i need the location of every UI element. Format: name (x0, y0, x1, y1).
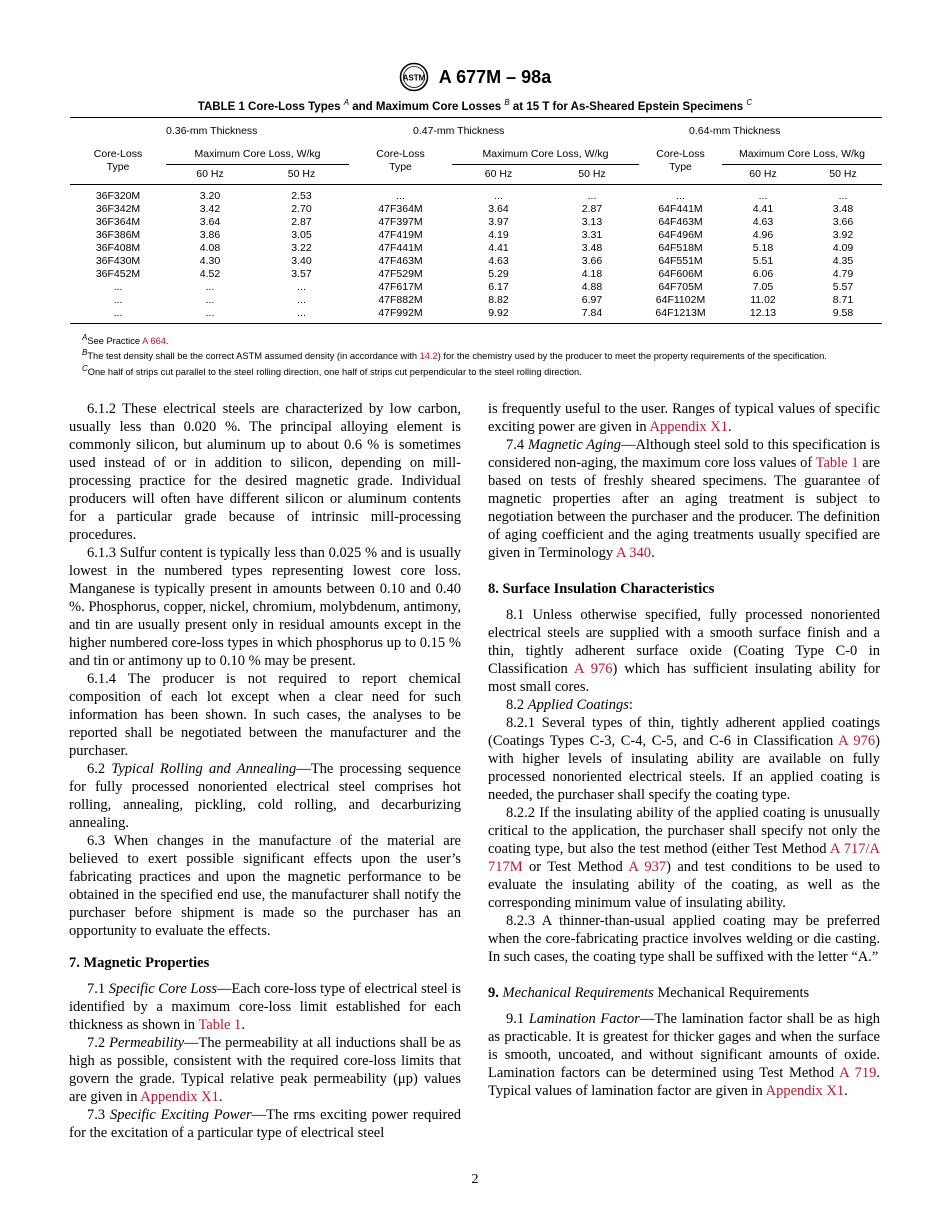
link-table-1[interactable]: Table 1 (815, 455, 859, 471)
link-section-14-2[interactable]: 14.2 (419, 351, 438, 362)
para-text: ) with higher levels of insulating ability are available on fully processed nonoriented electrical steels. If an applied coating is needed, the purchaser shall specify the coating type. (488, 733, 881, 803)
table-cell: ... (113, 281, 123, 293)
paragraph-7-3-continued (488, 400, 880, 436)
table-cell: 8.71 (832, 294, 854, 306)
link-a664[interactable]: A 664 (142, 336, 166, 347)
table-cell: 4.41 (752, 203, 774, 215)
paragraph-7-1 (69, 980, 461, 1034)
table-cell: 12.13 (722, 307, 804, 324)
table-cell: ... (254, 307, 349, 324)
para-text: —The processing sequence for fully processed nonoriented electrical steel comprises hot rolling, annealing, pickling, cold rolling, and decarburizing annealing. (69, 761, 461, 831)
paragraph-7-2 (69, 1034, 461, 1106)
table-cell: 47F992M (349, 307, 452, 324)
table-cell: 36F430M (95, 255, 141, 267)
para-title: Specific Exciting Power (109, 1107, 252, 1123)
table-cell: 47F441M (378, 242, 423, 254)
table-cell: ... (587, 190, 597, 202)
para-text: . (651, 545, 655, 561)
paragraph-8-2 (488, 696, 880, 714)
section-number: 9. (488, 985, 503, 1001)
table-row (70, 216, 882, 229)
table-row (70, 255, 882, 268)
table-cell: 3.48 (581, 242, 603, 254)
paragraph-6-1-3: 6.1.3 Sulfur content is typically less than 0.025 % and is usually lowest in the numbered types representing lowest core loss. Manganese is typically present in amounts between 0.10 and 0.40 %. Phosphorus, copper, nickel, chromium, molybdenum, antimony, and tin are usually present only in residual amounts except in the higher numbered core-loss types in which phosphorus up to 0.15 % and tin or antimony up to 0.10 % may be present. (69, 545, 461, 669)
para-title: Lamination Factor (528, 1011, 640, 1027)
footnote-ref-a: A (343, 98, 350, 107)
table-cell: 47F529M (378, 268, 423, 280)
footnote-text: The test density shall be the correct ASTM assumed density (in accordance with (87, 351, 420, 362)
link-appendix-x1[interactable]: Appendix X1 (765, 1083, 845, 1099)
para-number: 7.2 (87, 1035, 110, 1051)
table-cell: 11.02 (750, 294, 776, 306)
table-cell: 9.92 (452, 307, 545, 324)
table-cell: 4.35 (832, 255, 854, 267)
table-title-text: and Maximum Core Losses (349, 100, 502, 113)
table-cell: ... (396, 190, 405, 202)
table-cell: 3.64 (199, 216, 221, 228)
table-cell: ... (838, 190, 848, 202)
para-text: . (218, 1089, 223, 1105)
para-title: Magnetic Aging (527, 437, 621, 453)
max-loss-header: Maximum Core Loss, W/kg (722, 144, 882, 165)
link-a717[interactable]: A 717/A 717M (488, 841, 881, 875)
footnote-ref-c: C (746, 98, 753, 107)
table-cell: ... (205, 294, 215, 306)
table-cell: 7.05 (752, 281, 774, 293)
type-header (639, 144, 722, 185)
page-header (0, 62, 950, 92)
core-loss-table (70, 117, 882, 324)
para-text: are based on tests of freshly sheared specimens. The guarantee of magnetic properties after an aging treatment is subject to negotiation between the purchaser and the producer. The definition of aging coefficient and the aging treatments usually specified are given in Terminology (488, 455, 880, 561)
table-cell: 5.18 (752, 242, 774, 254)
table-cell: ... (758, 190, 768, 202)
table-row (70, 294, 882, 307)
para-text: or Test Method (522, 859, 629, 875)
table-cell: 47F463M (378, 255, 423, 267)
para-text: —Although steel sold to this specification is considered non-aging, the maximum core loss values of (488, 437, 880, 471)
link-table-1[interactable]: Table 1 (198, 1017, 242, 1033)
footnote-mark: C (82, 363, 88, 373)
table-cell: 47F882M (378, 294, 423, 306)
freq-50-header: 50 Hz (578, 168, 606, 180)
para-text: —The permeability at all inductions shall be as high as possible, consistent with the required core-loss limits that govern the grade. Typical relative peak permeability (μp) values are given in (69, 1035, 461, 1105)
para-text: . (241, 1017, 245, 1033)
para-text: is frequently useful to the user. Ranges of typical values of specific exciting power are given in (488, 401, 880, 435)
para-number: 7.4 (506, 437, 528, 453)
table-cell: 3.86 (199, 229, 221, 241)
para-number: 7.3 (87, 1107, 110, 1123)
table-cell: 64F551M (658, 255, 703, 267)
page-number: 2 (471, 1172, 479, 1187)
footnote-text: . (165, 336, 169, 347)
type-header-line2: Type (389, 161, 412, 173)
table-cell: 3.66 (581, 255, 603, 267)
footnote-a (70, 332, 882, 347)
para-number: 8.2 (506, 697, 528, 713)
table-cell: 3.31 (581, 229, 603, 241)
table-cell: ... (297, 294, 306, 306)
table-cell: 64F496M (658, 229, 703, 241)
table-cell: 4.88 (581, 281, 603, 293)
para-number: 6.2 (87, 761, 112, 777)
table-row (70, 185, 882, 204)
table-cell: 3.13 (581, 216, 603, 228)
footnote-text: ) for the chemistry used by the producer to meet the property requirements of the specification. (437, 351, 827, 362)
section-9-heading (488, 984, 880, 1002)
type-header-line1: Core-Loss (656, 148, 705, 160)
freq-60-header: 60 Hz (484, 168, 513, 180)
paragraph-7-3 (69, 1106, 461, 1142)
table-cell: 6.97 (581, 294, 603, 306)
table-cell: 64F518M (658, 242, 703, 254)
section-7-heading: 7. Magnetic Properties (69, 955, 210, 971)
para-text: 8.2.1 Several types of thin, tightly adherent applied coatings (Coatings Types C-3, C-4, C-5, and C-6 in Classification (488, 715, 880, 749)
type-header (70, 144, 166, 185)
link-appendix-x1[interactable]: Appendix X1 (649, 419, 729, 435)
para-title: Permeability (109, 1035, 185, 1051)
table-cell: ... (166, 307, 254, 324)
table-cell: 3.40 (291, 255, 312, 267)
table-cell: 47F397M (378, 216, 423, 228)
freq-60-header: 60 Hz (749, 168, 777, 180)
table-cell: 47F419M (378, 229, 423, 241)
type-header-line2: Type (669, 161, 692, 173)
table-cell: 64F441M (658, 203, 703, 215)
right-column (488, 400, 880, 1100)
para-text: . (844, 1083, 848, 1099)
table-cell: 3.92 (832, 229, 854, 241)
freq-50-header: 50 Hz (829, 168, 857, 180)
type-header-line2: Type (106, 161, 130, 173)
type-header-line1: Core-Loss (376, 148, 425, 160)
table-cell: 9.58 (804, 307, 882, 324)
table-cell: 64F606M (658, 268, 703, 280)
table-row (70, 242, 882, 255)
link-a976[interactable]: A 976 (838, 733, 876, 749)
para-text: 8.1 Unless otherwise specified, fully processed nonoriented electrical steels are supplied with a smooth surface finish and a thin, tightly adherent surface oxide (Coating Type C-0 in Classification (488, 607, 880, 677)
table-cell: 8.82 (488, 294, 509, 306)
section-8-heading: 8. Surface Insulation Characteristics (488, 581, 715, 597)
paragraph-8-1 (488, 606, 880, 696)
link-a340[interactable]: A 340 (616, 545, 652, 561)
table-cell: 4.18 (581, 268, 603, 280)
type-header-line1: Core-Loss (93, 148, 143, 160)
table-cell: 64F1213M (639, 307, 722, 324)
table-cell: 6.06 (752, 268, 774, 280)
link-a719[interactable]: A 719 (839, 1065, 877, 1081)
section-title: Mechanical Requirements (502, 985, 654, 1001)
type-header (349, 144, 452, 185)
svg-text:ASTM: ASTM (402, 73, 426, 83)
para-text: —The lamination factor shall be as high as practicable. It is greatest for thicker gages and when the surface is smooth, uncoated, and without significant amounts of oxide. Lamination factors can be determined using Test Method (488, 1011, 881, 1081)
table-cell: 36F452M (95, 268, 141, 280)
table-cell: 3.42 (199, 203, 221, 215)
footnote-mark: A (82, 333, 88, 342)
table-cell: 5.57 (832, 281, 854, 293)
table-cell: 4.96 (752, 229, 774, 241)
astm-logo-icon (399, 62, 429, 92)
para-text: . (728, 419, 732, 435)
paragraph-7-4 (488, 436, 880, 562)
table-body (70, 185, 882, 324)
para-number: 7.1 (87, 981, 109, 997)
table-cell: 3.64 (488, 203, 509, 215)
table-cell: 4.63 (752, 216, 774, 228)
left-column (69, 400, 461, 1142)
footnote-text: See Practice (87, 336, 143, 347)
footnote-b (70, 347, 882, 362)
paragraph-6-2 (69, 760, 461, 832)
para-text: 8.2.2 If the insulating ability of the applied coating is unusually critical to the application, the purchaser shall specify not only the coating type, but also the test method (either Test Method (488, 805, 880, 857)
freq-50-header: 50 Hz (287, 168, 316, 180)
table-cell: 36F342M (95, 203, 141, 215)
table-cell: ... (113, 294, 123, 306)
table-cell: 4.79 (832, 268, 854, 280)
table-cell: 47F364M (378, 203, 423, 215)
table-cell: 4.41 (488, 242, 509, 254)
table-cell: 4.08 (199, 242, 221, 254)
freq-60-header: 60 Hz (196, 168, 224, 180)
table-cell: 7.84 (545, 307, 639, 324)
table-cell: 36F364M (95, 216, 141, 228)
table-cell: 2.53 (291, 190, 312, 202)
link-a937[interactable]: A 937 (628, 859, 667, 875)
table-cell: 5.51 (752, 255, 774, 267)
table-cell: 64F705M (658, 281, 703, 293)
table-cell: ... (494, 190, 503, 202)
paragraph-8-2-2 (488, 804, 880, 912)
footnote-c (70, 363, 882, 378)
para-title: Typical Rolling and Annealing (111, 761, 297, 777)
document-number: A 677M – 98a (438, 66, 552, 87)
para-text: —The rms exciting power required for the excitation of a particular type of electrical steel (69, 1107, 462, 1141)
table-cell: 3.22 (291, 242, 312, 254)
table-row (70, 229, 882, 242)
table-title-text: TABLE 1 Core-Loss Types (197, 100, 341, 113)
table-cell: 2.87 (581, 203, 603, 215)
table-cell: 3.57 (291, 268, 312, 280)
para-text: ) which has sufficient insulating ability for most small cores. (488, 661, 881, 695)
footnote-ref-b: B (504, 98, 510, 107)
para-number: 9.1 (506, 1011, 529, 1027)
table-cell: ... (676, 190, 685, 202)
para-text: . Typical values of lamination factor are given in (488, 1065, 881, 1099)
table-cell: ... (297, 281, 306, 293)
table-cell: 36F320M (95, 190, 141, 202)
table-cell: 4.30 (199, 255, 221, 267)
table-cell: 4.19 (488, 229, 509, 241)
section-title-rest: Mechanical Requirements (653, 985, 810, 1001)
table-cell: 36F408M (95, 242, 141, 254)
footnote-text: One half of strips cut parallel to the steel rolling direction, one half of strips cut perpendicular to the steel rolling direction. (87, 366, 582, 377)
table-cell: 2.70 (291, 203, 312, 215)
table-cell: 4.63 (488, 255, 509, 267)
table-cell: 4.52 (199, 268, 221, 280)
table-cell: 47F617M (378, 281, 423, 293)
footnote-mark: B (82, 348, 88, 358)
table-row (70, 203, 882, 216)
table-cell: ... (70, 307, 166, 324)
table-cell: 5.29 (488, 268, 509, 280)
table-cell: 64F1102M (655, 294, 706, 306)
table-title-text: at 15 T for As-Sheared Epstein Specimens (509, 100, 744, 113)
para-text: : (628, 697, 633, 713)
table-row (70, 281, 882, 294)
table-cell: 6.17 (488, 281, 509, 293)
table-cell: ... (205, 281, 215, 293)
paragraph-6-3: 6.3 When changes in the manufacture of the material are believed to exert possible significant effects upon the user’s fabricating practices and upon the magnetic performance to be obtained in the specified end use, the manufacturer shall notify the purchaser before shipment is made so the purchaser has an opportunity to evaluate the effects. (69, 833, 461, 939)
max-loss-header: Maximum Core Loss, W/kg (452, 144, 639, 165)
paragraph-8-2-1 (488, 714, 880, 804)
thickness-header-036: 0.36-mm Thickness (166, 125, 258, 137)
thickness-header-064: 0.64-mm Thickness (689, 125, 781, 137)
para-text: ) and test conditions to be used to evaluate the insulating ability of the coating, as well as the corresponding minimum value of insulating ability. (488, 859, 881, 911)
table-row (70, 268, 882, 281)
paragraph-9-1 (488, 1010, 880, 1100)
paragraph-6-1-4: 6.1.4 The producer is not required to report chemical composition of each lot except when a clear need for such information has been shown. In such cases, the analyses to be reported shall be negotiated between the manufacturer and the purchaser. (69, 671, 461, 759)
link-a976[interactable]: A 976 (574, 661, 613, 677)
para-title: Specific Core Loss (108, 981, 217, 997)
table-title (70, 98, 880, 113)
paragraph-6-1-2: 6.1.2 These electrical steels are characterized by low carbon, usually less than 0.020 %. The principal alloying element is commonly silicon, but aluminum up to about 0.6 % is sometimes used instead of or in addition to silicon, depending on mill-processing practice for the desired magnetic grade. Individual producers will often have different silicon or aluminum contents for a particular grade because of intrinsic mill-processing procedures. (69, 401, 461, 543)
table-cell: 4.09 (832, 242, 854, 254)
table-cell: 2.87 (291, 216, 312, 228)
table-cell: 36F386M (95, 229, 141, 241)
paragraph-8-2-3: 8.2.3 A thinner-than-usual applied coating may be preferred when the core-fabricating practice involves welding or die casting. In such cases, the coating type shall be suffixed with the letter “A.” (488, 913, 880, 965)
max-loss-header: Maximum Core Loss, W/kg (166, 144, 349, 165)
link-appendix-x1[interactable]: Appendix X1 (140, 1089, 219, 1105)
para-text: —Each core-loss type of electrical steel is identified by a maximum core-loss limit established for each thickness as shown in (69, 981, 461, 1033)
table-cell: 3.05 (291, 229, 312, 241)
thickness-header-047: 0.47-mm Thickness (413, 125, 505, 137)
para-title: Applied Coatings (527, 697, 629, 713)
table-cell: 3.20 (199, 190, 221, 202)
table-row (70, 307, 882, 324)
table-footnotes (70, 332, 882, 378)
table-cell: 64F463M (658, 216, 703, 228)
table-cell: 3.48 (832, 203, 854, 215)
table-cell: 3.66 (832, 216, 854, 228)
table-cell: 3.97 (488, 216, 509, 228)
